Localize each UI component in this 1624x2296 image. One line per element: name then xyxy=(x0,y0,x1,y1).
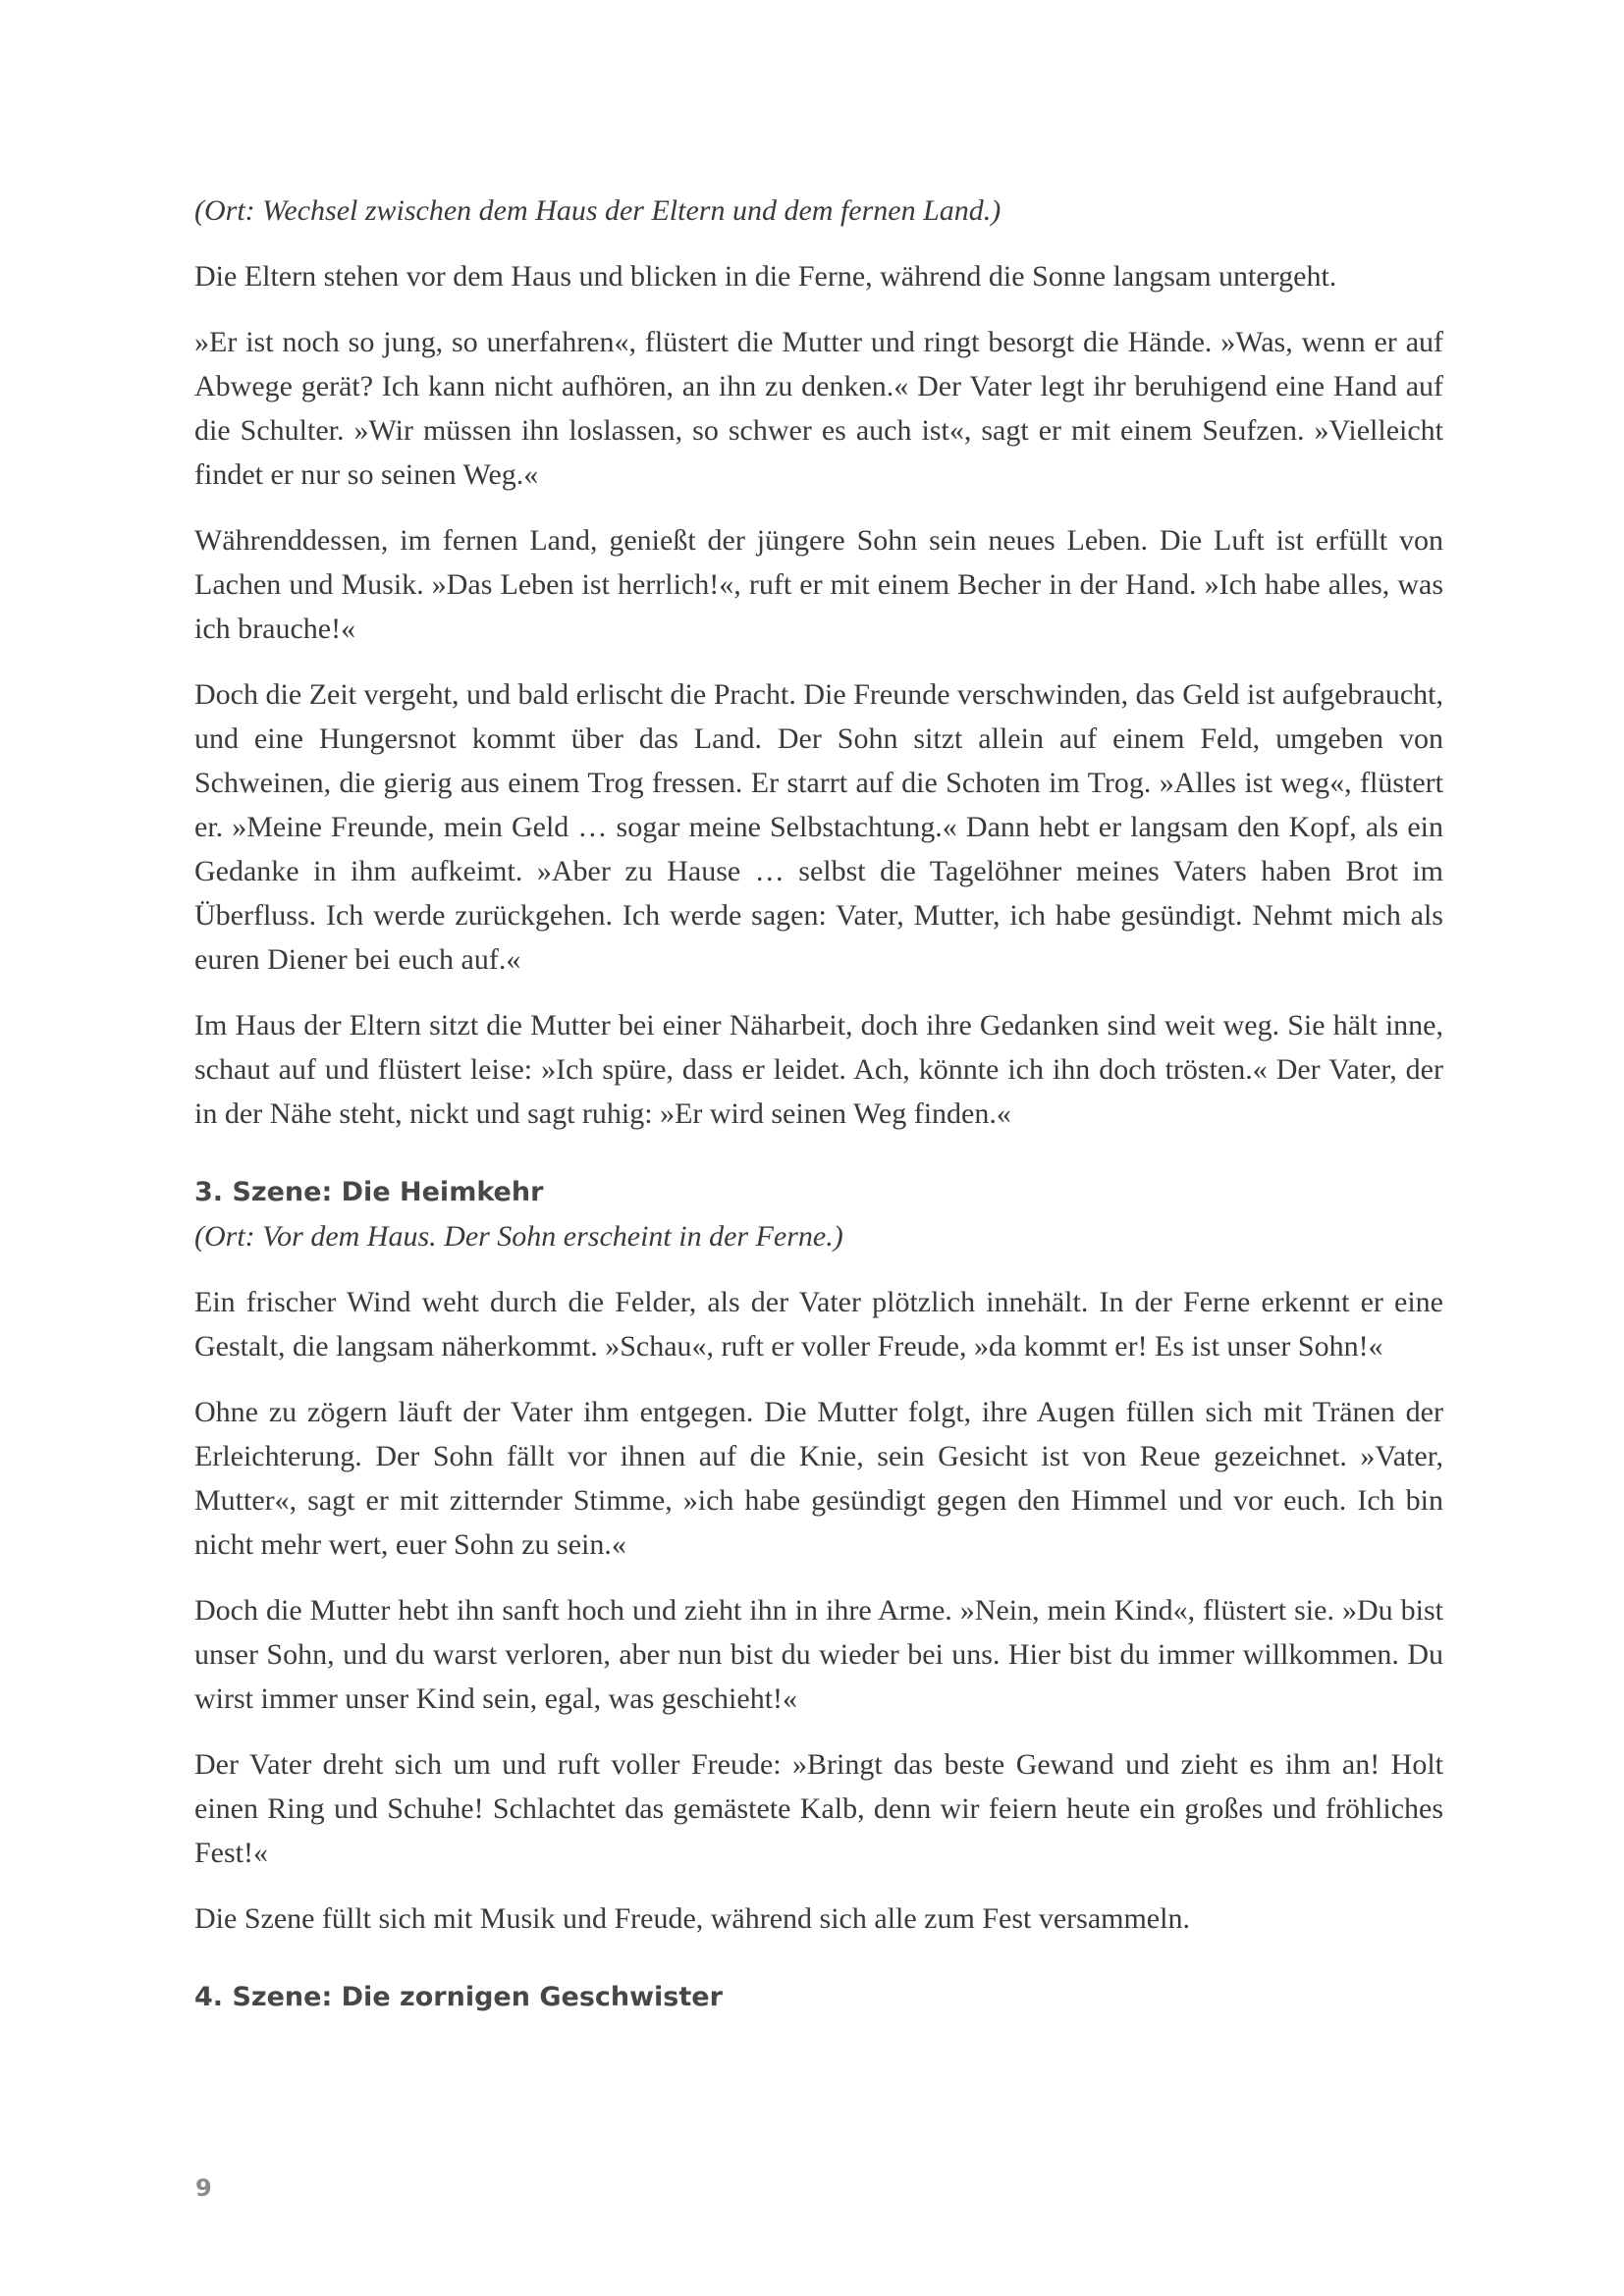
paragraph: Währenddessen, im fernen Land, genießt der jüngere Sohn sein neues Leben. Die Luft ist erfüllt von Lachen und Musik. »Das Leben ist herrlich!«, ruft er mit einem Becher in der Hand. »Ich habe alles, was ich brauche!« xyxy=(194,524,1443,645)
paragraph: Die Eltern stehen vor dem Haus und blicken in die Ferne, während die Sonne langsam untergeht. xyxy=(194,260,1337,293)
paragraph: Der Vater dreht sich um und ruft voller Freude: »Bringt das beste Gewand und zieht es ihm an! Holt einen Ring und Schuhe! Schlachtet das gemästete Kalb, denn wir feiern heute ein großes und fröhliches Fest!« xyxy=(194,1748,1443,1869)
scene-heading: 3. Szene: Die Heimkehr xyxy=(194,1177,544,1207)
paragraph: Doch die Mutter hebt ihn sanft hoch und zieht ihn in ihre Arme. »Nein, mein Kind«, flüstert sie. »Du bist unser Sohn, und du warst verloren, aber nun bist du wieder bei uns. Hier bist du immer willkommen. Du wirst immer unser Kind sein, egal, was geschieht!« xyxy=(194,1594,1443,1715)
paragraph: Die Szene füllt sich mit Musik und Freude, während sich alle zum Fest versammeln. xyxy=(194,1902,1190,1935)
paragraph: Im Haus der Eltern sitzt die Mutter bei einer Näharbeit, doch ihre Gedanken sind weit weg. Sie hält inne, schaut auf und flüstert leise: »Ich spüre, dass er leidet. Ach, könnte ich ihn doch trösten.« Der Vater, der in der Nähe steht, nickt und sagt ruhig: »Er wird seinen Weg finden.« xyxy=(194,1009,1443,1130)
paragraph: Doch die Zeit vergeht, und bald erlischt die Pracht. Die Freunde verschwinden, das Geld ist aufgebraucht, und eine Hungersnot kommt über das Land. Der Sohn sitzt allein auf einem Feld, umgeben von Schweinen, die gierig aus einem Trog fressen. Er starrt auf die Schoten im Trog. »Alles ist weg«, flüstert er. »Meine Freunde, mein Geld … sogar meine Selbstachtung.« Dann hebt er langsam den Kopf, als ein Gedanke in ihm aufkeimt. »Aber zu Hause … selbst die Tagelöhner meines Vaters haben Brot im Überfluss. Ich werde zurückgehen. Ich werde sagen: Vater, Mutter, ich habe gesündigt. Nehmt mich als euren Diener bei euch auf.« xyxy=(194,678,1443,976)
paragraph: Ohne zu zögern läuft der Vater ihm entgegen. Die Mutter folgt, ihre Augen füllen sich mit Tränen der Erleichterung. Der Sohn fällt vor ihnen auf die Knie, sein Gesicht ist von Reue gezeichnet. »Vater, Mutter«, sagt er mit zitternder Stimme, »ich habe gesündigt gegen den Himmel und vor euch. Ich bin nicht mehr wert, euer Sohn zu sein.« xyxy=(194,1396,1443,1561)
page-content xyxy=(194,188,1443,2019)
page-number: 9 xyxy=(195,2174,212,2202)
stage-direction: (Ort: Wechsel zwischen dem Haus der Eltern und dem fernen Land.) xyxy=(194,194,1001,227)
paragraph: »Er ist noch so jung, so unerfahren«, flüstert die Mutter und ringt besorgt die Hände. »Was, wenn er auf Abwege gerät? Ich kann nicht aufhören, an ihn zu denken.« Der Vater legt ihr beruhigend eine Hand auf die Schulter. »Wir müssen ihn loslassen, so schwer es auch ist«, sagt er mit einem Seufzen. »Vielleicht findet er nur so seinen Weg.« xyxy=(194,326,1443,491)
paragraph: Ein frischer Wind weht durch die Felder, als der Vater plötzlich innehält. In der Ferne erkennt er eine Gestalt, die langsam näherkommt. »Schau«, ruft er voller Freude, »da kommt er! Es ist unser Sohn!« xyxy=(194,1286,1443,1362)
scene-heading: 4. Szene: Die zornigen Geschwister xyxy=(194,1982,723,2012)
stage-direction: (Ort: Vor dem Haus. Der Sohn erscheint in der Ferne.) xyxy=(194,1220,843,1253)
